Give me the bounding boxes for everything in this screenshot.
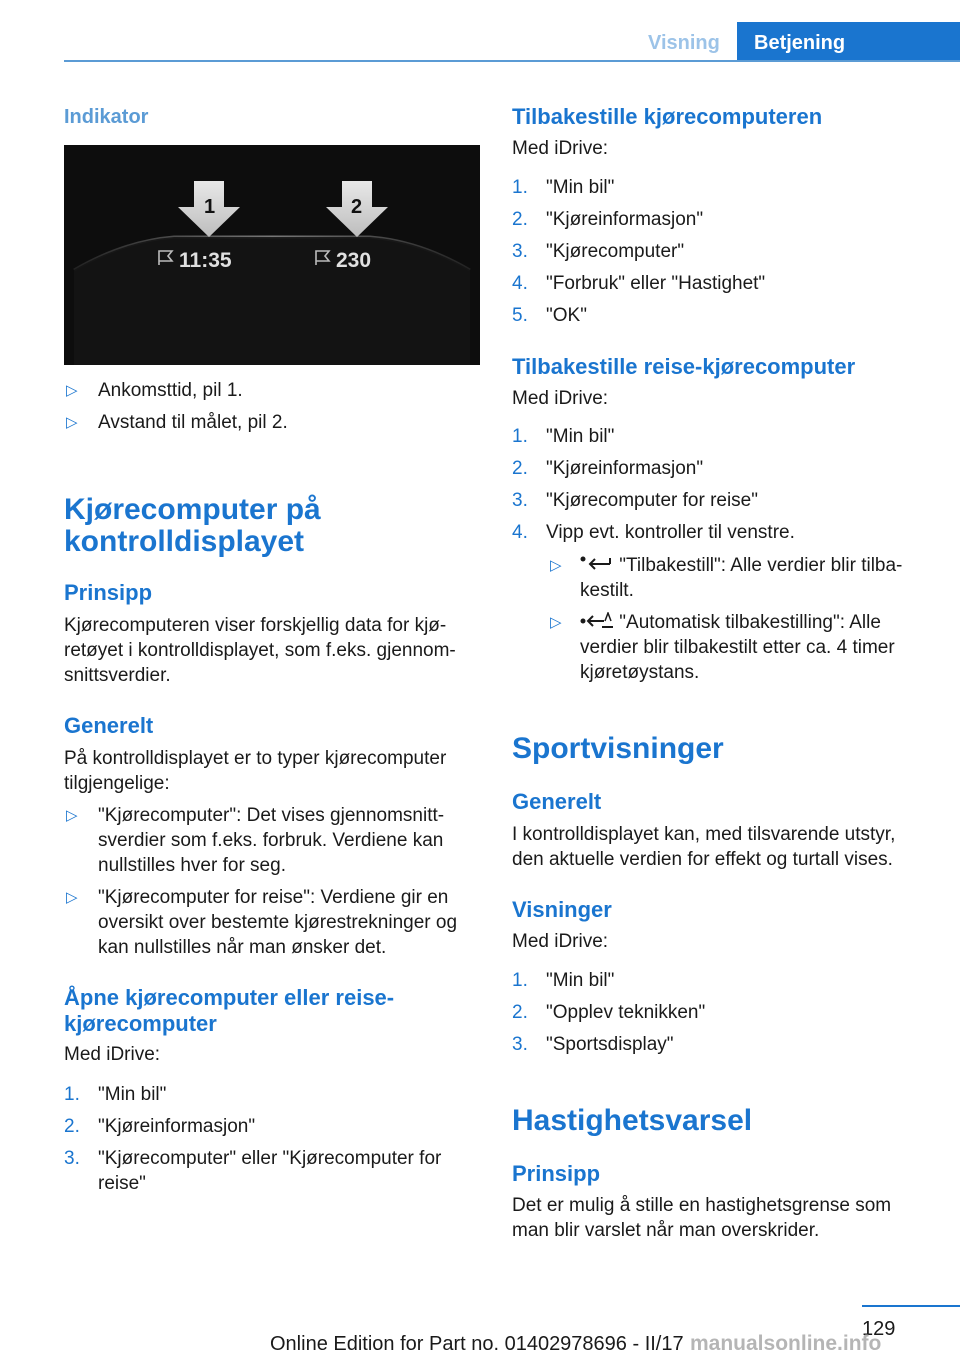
trip-heading: Tilbakestille reise-kjørecomputer [512, 354, 856, 379]
triangle-bullet-icon: ▷ [550, 614, 562, 631]
footer-divider [862, 1305, 960, 1307]
general-text: På kontrolldisplayet er to typer kjørecomputer tilgjengelige: [64, 748, 447, 794]
reset-intro: Med iDrive: [512, 138, 609, 159]
triangle-bullet-icon: ▷ [66, 382, 78, 399]
header-divider [64, 60, 960, 62]
auto-reset-icon [580, 612, 614, 630]
indicator-title: Indikator [64, 106, 149, 128]
distance-value: 230 [336, 249, 372, 272]
speed-principle-heading: Prinsipp [512, 1161, 601, 1186]
arrow-1-label: 1 [204, 196, 216, 218]
arrow-2-icon [326, 181, 388, 237]
edition-text: Online Edition for Part no. 01402978696 - II/17 [270, 1333, 684, 1355]
views-heading: Visninger [512, 897, 612, 922]
sport-title: Sportvisninger [512, 732, 724, 765]
instrument-display-image [64, 145, 480, 365]
arrow-2-label: 2 [351, 196, 363, 218]
tab-betjening[interactable]: Betjening [737, 22, 960, 62]
reset-icon [580, 555, 614, 573]
speed-principle-text: Det er mulig å stille en hastighetsgrense som man blir varslet når man overskrider. [512, 1195, 892, 1241]
triangle-bullet-icon: ▷ [66, 889, 78, 906]
display-graphic [64, 145, 480, 365]
views-intro: Med iDrive: [512, 931, 609, 952]
reset-heading: Tilbakestille kjørecomputeren [512, 104, 823, 129]
open-heading: Åpne kjørecomputer eller reise- kjørecomputer [64, 985, 395, 1036]
section-title: Kjørecomputer på kontrolldisplayet [64, 493, 321, 558]
sport-general-heading: Generelt [512, 789, 602, 814]
display-panel [74, 237, 470, 365]
trip-intro: Med iDrive: [512, 388, 609, 409]
triangle-bullet-icon: ▷ [66, 414, 78, 431]
page-number: 129 [862, 1318, 896, 1340]
speed-title: Hastighetsvarsel [512, 1104, 753, 1137]
principle-heading: Prinsipp [64, 580, 153, 605]
triangle-bullet-icon: ▷ [550, 557, 562, 574]
arrival-time-value: 11:35 [179, 249, 232, 272]
open-intro: Med iDrive: [64, 1044, 161, 1065]
triangle-bullet-icon: ▷ [66, 807, 78, 824]
principle-text: Kjørecomputeren viser forskjellig data for kjø- retøyet i kontrolldisplayet, som f.eks. gjennom- snittsverdier. [64, 615, 456, 686]
general-heading: Generelt [64, 713, 154, 738]
tab-visning[interactable]: Visning [648, 32, 720, 54]
sport-general-text: I kontrolldisplayet kan, med tilsvarende utstyr, den aktuelle verdien for effekt og turtall vises. [512, 824, 896, 870]
watermark: manualsonline.info [690, 1332, 882, 1355]
arrow-1-icon [178, 181, 240, 237]
